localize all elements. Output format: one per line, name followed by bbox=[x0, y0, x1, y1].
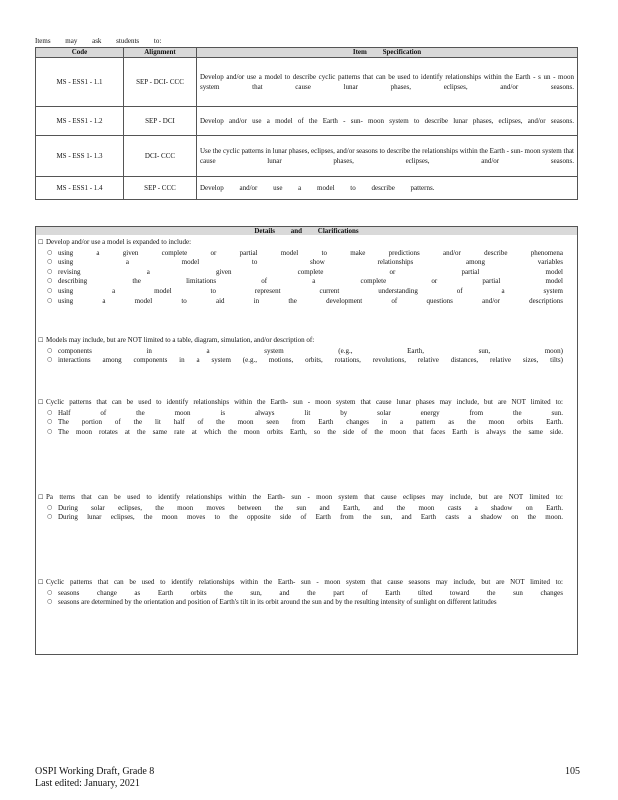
bullet-icon: ☐ bbox=[38, 240, 44, 246]
list-item: ○ interactions among components in a system (e.g., motions, orbits, rotations, revolutions, relative distances, relative sizes, tilts) bbox=[47, 356, 563, 365]
circle-bullet-icon: ○ bbox=[47, 267, 53, 275]
header-alignment: Alignment bbox=[124, 48, 197, 58]
details-section bbox=[38, 336, 563, 366]
circle-bullet-icon: ○ bbox=[47, 286, 53, 294]
list-item: ○ seasons change as Earth orbits the sun, and the part of Earth tilted toward the sun changes bbox=[47, 588, 563, 597]
list-item: ○ revising a given complete or partial model bbox=[47, 267, 563, 276]
details-section bbox=[38, 578, 563, 608]
list-item: ○ During lunar eclipses, the moon moves to the opposite side of Earth from the sun, and Earth casts a shadow on the moon. bbox=[47, 513, 563, 522]
list-item: ○ using a given complete or partial model to make predictions and/or describe phenomena bbox=[47, 248, 563, 257]
item-cell: Develop and/or use a model to describe patterns. bbox=[197, 177, 578, 200]
circle-bullet-icon: ○ bbox=[47, 513, 53, 521]
footer-draft-label: OSPI Working Draft, Grade 8 bbox=[35, 766, 155, 777]
section-lead: ☐ Models may include, but are NOT limited to a table, diagram, simulation, and/or description of: bbox=[38, 336, 563, 347]
list-item: ○ using a model to aid in the development of questions and/or descriptions bbox=[47, 296, 563, 305]
table-row bbox=[36, 58, 578, 107]
list-item: ○ The moon rotates at the same rate at which the moon orbits Earth, so the side of the moon that faces Earth is always the same side. bbox=[47, 427, 563, 436]
page-number: 105 bbox=[565, 766, 580, 777]
circle-bullet-icon: ○ bbox=[47, 248, 53, 256]
section-lead: ☐ Cyclic patterns that can be used to identify relationships within the Earth- sun - moon system that cause lunar phases may include, but are NOT limited to: bbox=[38, 398, 563, 409]
circle-bullet-icon: ○ bbox=[47, 346, 53, 354]
section-lead: ☐ Cyclic patterns that can be used to identify relationships within the Earth- sun - moon system that cause seasons may include, but are NOT limited to: bbox=[38, 578, 563, 589]
bullet-icon: ☐ bbox=[38, 495, 44, 501]
circle-bullet-icon: ○ bbox=[47, 356, 53, 364]
header-code: Code bbox=[36, 48, 124, 58]
bullet-icon: ☐ bbox=[38, 338, 44, 344]
list-item: ○ using a model to show relationships among variables bbox=[47, 258, 563, 267]
item-cell: Develop and/or use a model of the Earth - sun- moon system to describe lunar phases, eclipses, and/or seasons. bbox=[197, 107, 578, 136]
details-clarifications-header: Details and Clarifications bbox=[35, 226, 578, 235]
circle-bullet-icon: ○ bbox=[47, 277, 53, 285]
list-item: ○ The portion of the lit half of the moon seen from Earth changes in a pattern as the moon orbits Earth. bbox=[47, 418, 563, 427]
alignment-cell: SEP - CCC bbox=[124, 177, 197, 200]
circle-bullet-icon: ○ bbox=[47, 296, 53, 304]
header-item-specification: Item Specification bbox=[197, 48, 578, 58]
list-item: ○ Half of the moon is always lit by solar energy from the sun. bbox=[47, 408, 563, 417]
circle-bullet-icon: ○ bbox=[47, 258, 53, 266]
details-section bbox=[38, 398, 563, 437]
code-cell: MS - ESS 1- 1.3 bbox=[36, 136, 124, 177]
table-row bbox=[36, 177, 578, 200]
circle-bullet-icon: ○ bbox=[47, 598, 53, 606]
details-section bbox=[38, 493, 563, 523]
alignment-cell: DCI- CCC bbox=[124, 136, 197, 177]
details-section bbox=[38, 238, 563, 306]
circle-bullet-icon: ○ bbox=[47, 427, 53, 435]
code-cell: MS - ESS1 - 1.4 bbox=[36, 177, 124, 200]
code-cell: MS - ESS1 - 1.1 bbox=[36, 58, 124, 107]
bullet-icon: ☐ bbox=[38, 400, 44, 406]
list-item: ○ describing the limitations of a complete or partial model bbox=[47, 277, 563, 286]
intro-text: Items may ask students to: bbox=[35, 37, 162, 45]
alignment-cell: SEP - DCI- CCC bbox=[124, 58, 197, 107]
circle-bullet-icon: ○ bbox=[47, 503, 53, 511]
footer-last-edited: Last edited: January, 2021 bbox=[35, 778, 140, 789]
item-cell: Develop and/or use a model to describe cyclic patterns that can be used to identify relationships within the Earth - s un - moon system that cause lunar phases, eclipses, and/or seasons. bbox=[197, 58, 578, 107]
footer bbox=[35, 766, 154, 790]
circle-bullet-icon: ○ bbox=[47, 418, 53, 426]
circle-bullet-icon: ○ bbox=[47, 588, 53, 596]
item-specification-table bbox=[35, 47, 578, 200]
circle-bullet-icon: ○ bbox=[47, 408, 53, 416]
code-cell: MS - ESS1 - 1.2 bbox=[36, 107, 124, 136]
list-item: ○ components in a system (e.g., Earth, sun, moon) bbox=[47, 346, 563, 355]
item-cell: Use the cyclic patterns in lunar phases, eclipses, and/or seasons to describe the relationships within the Earth - sun- moon system that cause lunar phases, eclipses, and/or seasons. bbox=[197, 136, 578, 177]
bullet-icon: ☐ bbox=[38, 580, 44, 586]
table-header-row bbox=[36, 48, 578, 58]
list-item: ○ using a model to represent current understanding of a system bbox=[47, 286, 563, 295]
section-lead: ☐ Pa tterns that can be used to identify relationships within the Earth- sun - moon system that cause eclipses may include, but are NOT limited to: bbox=[38, 493, 563, 504]
details-clarifications-body bbox=[35, 235, 578, 655]
alignment-cell: SEP - DCI bbox=[124, 107, 197, 136]
section-lead: ☐ Develop and/or use a model is expanded to include: bbox=[38, 238, 563, 249]
table-row bbox=[36, 107, 578, 136]
list-item: ○ seasons are determined by the orientation and position of Earth's tilt in its orbit around the sun and by the resulting intensity of sunlight on different latitudes bbox=[47, 598, 497, 607]
list-item: ○ During solar eclipses, the moon moves between the sun and Earth, and the moon casts a shadow on Earth. bbox=[47, 503, 563, 512]
table-row bbox=[36, 136, 578, 177]
